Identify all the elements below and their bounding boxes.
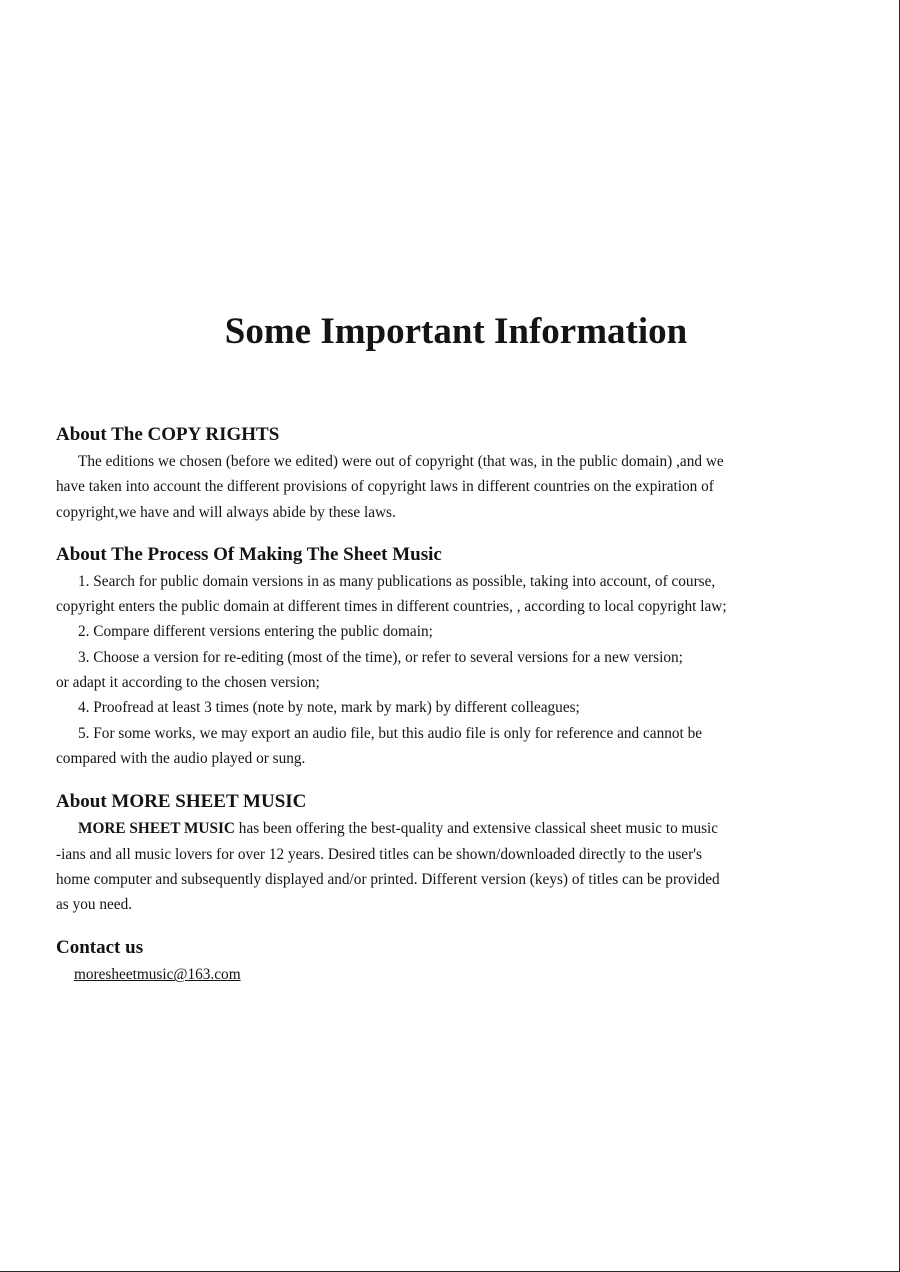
- paragraph-line: copyright,we have and will always abide by these laws.: [56, 503, 396, 521]
- paragraph-line-text: has been offering the best-quality and extensive classical sheet music to music: [234, 820, 719, 838]
- process-step-1-continued: copyright enters the public domain at different times in different countries, , according to local copyright law;: [56, 598, 727, 616]
- paragraph-line: [56, 816, 856, 841]
- process-step-5: 5. For some works, we may export an audio file, but this audio file is only for reference and cannot be: [78, 724, 703, 742]
- process-list: [56, 569, 856, 771]
- process-step-4: 4. Proofread at least 3 times (note by note, mark by mark) by different colleagues;: [78, 699, 580, 717]
- section-spacer: [56, 917, 856, 935]
- paragraph-line: -ians and all music lovers for over 12 years. Desired titles can be shown/downloaded directly to the user's: [56, 845, 702, 863]
- document-body: [56, 422, 856, 988]
- paragraph-line: home computer and subsequently displayed and/or printed. Different version (keys) of titles can be provided: [56, 870, 720, 888]
- section-process: [56, 542, 856, 771]
- section-spacer: [56, 771, 856, 789]
- copyrights-paragraph: [56, 449, 856, 525]
- section-copyrights: [56, 422, 856, 525]
- section-heading-more-sheet-music: About MORE SHEET MUSIC: [56, 791, 307, 813]
- process-step-1: 1. Search for public domain versions in as many publications as possible, taking into account, of course,: [78, 572, 716, 590]
- page-title: Some Important Information: [224, 311, 688, 352]
- section-heading-process: About The Process Of Making The Sheet Music: [56, 543, 442, 565]
- section-heading-contact: Contact us: [56, 937, 144, 959]
- process-step-3-continued: or adapt it according to the chosen version;: [56, 674, 320, 692]
- more-sheet-music-paragraph: [56, 816, 856, 917]
- process-step-2: 2. Compare different versions entering the public domain;: [78, 623, 433, 641]
- paragraph-line: as you need.: [56, 896, 133, 914]
- section-more-sheet-music: [56, 789, 856, 917]
- section-spacer: [56, 525, 856, 542]
- paragraph-line: have taken into account the different provisions of copyright laws in different countries on the expiration of: [56, 478, 714, 496]
- section-heading-copyrights: About The COPY RIGHTS: [56, 424, 280, 445]
- brand-name: MORE SHEET MUSIC: [78, 820, 235, 838]
- contact-email-link[interactable]: moresheetmusic@163.com: [74, 966, 241, 984]
- process-step-5-continued: compared with the audio played or sung.: [56, 749, 306, 767]
- process-step-3: 3. Choose a version for re-editing (most of the time), or refer to several versions for a new version;: [78, 648, 683, 666]
- section-contact: [56, 935, 856, 988]
- paragraph-line: The editions we chosen (before we edited) were out of copyright (that was, in the public domain) ,and we: [78, 453, 724, 470]
